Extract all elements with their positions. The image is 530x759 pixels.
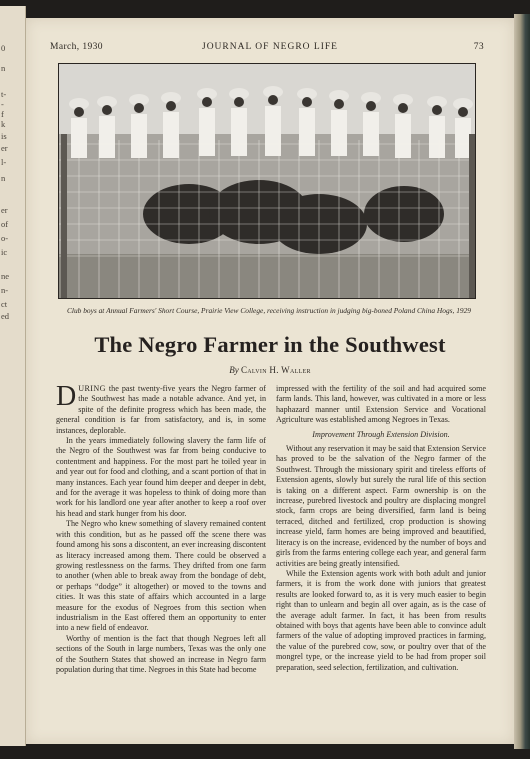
- photo-caption: Club boys at Annual Farmers' Short Course, Prairie View College, receiving instruction in judging big-boned Poland China Hogs, 1929: [66, 306, 471, 315]
- adjacent-page-fragment: n: [1, 63, 6, 73]
- byline: [26, 365, 514, 375]
- adjacent-page-fragment: n: [1, 173, 6, 183]
- paragraph: In the years immediately following slavery the farm life of the Negro of the Southwest was far from being conducive to contentment and happiness. For the most part he toiled year in and year out for food and clothing, and a scant portion of that in many instances. Each year found him deeper and deeper in debt, and for the average it was hopeless to think of doing more than work for his landlord one year after another to keep a roof over his head and stark hunger from his door.: [56, 436, 266, 518]
- photo-illustration: [59, 64, 476, 299]
- byline-prefix: By: [229, 365, 239, 375]
- section-subheading: Improvement Through Extension Division.: [312, 429, 450, 439]
- paragraph-text: the past twenty-five years the Negro farmer of the Southwest has made a notable advance. And yet, in spite of the definite progress which has been made, the general condition is far from satisfactory, and is, in some instances, deplorable.: [56, 384, 266, 435]
- adjacent-page-fragment: ic: [1, 247, 8, 257]
- adjacent-page-fragment: n-: [1, 285, 9, 295]
- article-title: The Negro Farmer in the Southwest: [94, 332, 446, 357]
- book-spine: [514, 14, 530, 749]
- adjacent-page-fragment: f: [1, 109, 4, 119]
- paragraph: Worthy of mention is the fact that though Negroes left all sections of the South in large numbers, Texas was the only one of the Southern States that showed an increase in Negro farm population during that time. Negroes in this State had become: [56, 633, 266, 674]
- adjacent-page-fragment: 0: [1, 43, 6, 53]
- article-column-right: [276, 384, 486, 673]
- photo-club-boys-judging-hogs: [58, 63, 476, 299]
- author-name: Calvin H. Waller: [240, 365, 311, 375]
- adjacent-page-edge: [0, 6, 26, 746]
- paragraph: Without any reservation it may be said that Extension Service has proved to be the salvation of the Negro farmer of the Southwest. Through the missionary spirit and tireless efforts of Extension agents, slowly but surely the rural life of this section is taking on a different aspect. Farm ownership is on the increase, purebred livestock and poultry are displacing mongrel stock, farm crops are being diversified, farm land is being terraced, ditched and fertilized, crop production is showing increase yield, farm homes are being improved and beautified, literacy is on the increase, evidenced by the number of boys and girls from the farms entering college each year, and general farm activities are being greatly intensified.: [276, 444, 486, 568]
- journal-title: JOURNAL OF NEGRO LIFE: [202, 42, 338, 52]
- adjacent-page-fragment: ne: [1, 271, 10, 281]
- adjacent-page-fragment: ed: [1, 311, 10, 321]
- paragraph: The Negro who knew something of slavery remained content with this condition, but as he passed off the scene there was found among his sons a discontent, an ever increasing discontent as literacy increased among them. There could be observed a growing restlessness on the farms. They drifted from one farm to another (when able to break away from the bondage of debt, or perhaps “dodge” it altogether) or moved to the towns and cities. It was this state of affairs which accounted in a large measure for the exodus of Negroes from this section when industrialism in the East offered them an opportunity to enter into a new field of endeavor.: [56, 519, 266, 633]
- adjacent-page-fragment: o-: [1, 233, 9, 243]
- drop-cap: D: [56, 381, 77, 412]
- adjacent-page-fragment: t-: [1, 89, 7, 99]
- adjacent-page-fragment: l-: [1, 157, 7, 167]
- page-number: 73: [473, 42, 484, 52]
- adjacent-page-fragment: is: [1, 131, 7, 141]
- adjacent-page-fragment: k: [1, 119, 6, 129]
- paragraph: While the Extension agents work with both adult and junior farmers, it is from the work done with juniors that greatest results are looked forward to, as it is very much easier to begin right than to unlearn and begin all over again, as is the case of the average adult farmer. In fact, it has been from results obtained with boys that agents have been able to convince adult farmers of the value of adopting improved practices in farming, the value of the purebred cow, sow, or poultry over that of the mongrel type, or the increase yield to be had from proper soil preparation, seed selection, fertilization, and cultivation.: [276, 568, 486, 672]
- adjacent-page-fragment: er: [1, 143, 8, 153]
- adjacent-page-fragment: of: [1, 219, 9, 229]
- article-column-left: [56, 381, 266, 675]
- first-word: URING: [78, 384, 106, 393]
- adjacent-page-fragment: -: [1, 99, 4, 109]
- adjacent-page-fragment: er: [1, 205, 8, 215]
- paragraph: [56, 381, 266, 436]
- paragraph: impressed with the fertility of the soil and had acquired some farm lands. This land, however, was cultivated in a more or less haphazard manner until Extension Service and Vocational Agriculture was established among Negroes in Texas.: [276, 384, 486, 425]
- journal-page: [26, 18, 514, 744]
- issue-date: March, 1930: [50, 42, 103, 52]
- adjacent-page-fragment: ct: [1, 299, 8, 309]
